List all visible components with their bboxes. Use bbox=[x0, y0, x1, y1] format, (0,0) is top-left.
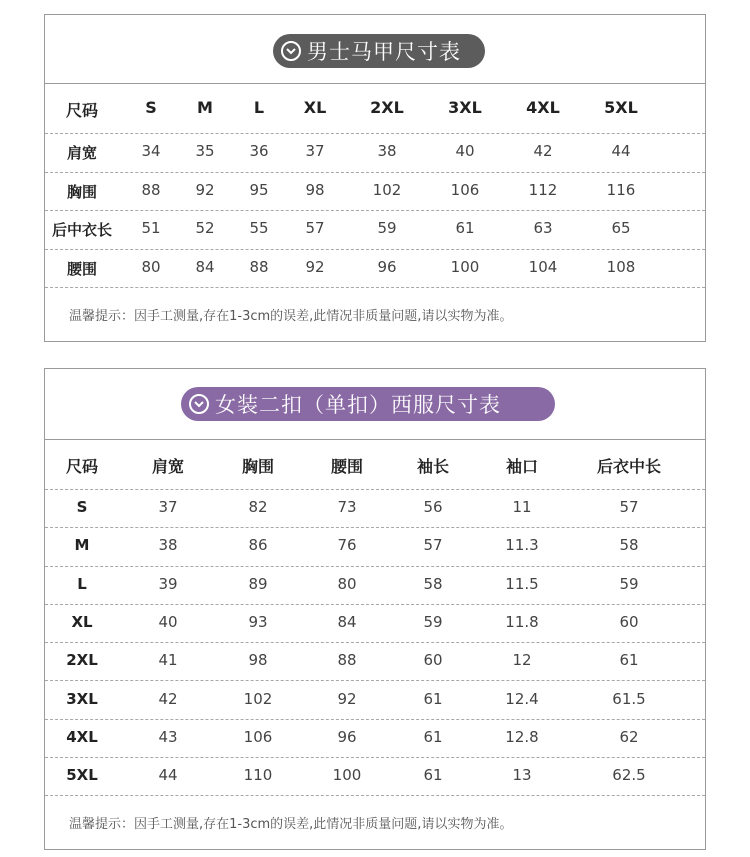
column-header: 3XL bbox=[448, 98, 482, 117]
table-cell: 63 bbox=[533, 219, 553, 238]
table-cell: 59 bbox=[423, 613, 443, 632]
column-header: 尺码 bbox=[65, 457, 99, 476]
column-header: XL bbox=[303, 98, 327, 117]
table-cell: 13 bbox=[512, 766, 532, 785]
table-cell: 61.5 bbox=[612, 689, 646, 708]
measurement-note: 温馨提示：因手工测量,存在1-3cm的误差,此情况非质量问题,请以实物为准。 bbox=[69, 817, 513, 833]
table-cell: 12 bbox=[512, 651, 532, 670]
table-cell: 51 bbox=[141, 219, 161, 238]
chevron-down-circle-icon bbox=[189, 394, 209, 414]
table-cell: 98 bbox=[248, 651, 268, 670]
table-cell: 40 bbox=[455, 142, 475, 161]
table-cell: 42 bbox=[158, 689, 178, 708]
column-header: 腰围 bbox=[330, 457, 364, 476]
table-row bbox=[45, 566, 705, 605]
column-header: 胸围 bbox=[241, 457, 275, 476]
table-cell: 82 bbox=[248, 498, 268, 517]
table-cell: 61 bbox=[423, 766, 443, 785]
row-label: L bbox=[77, 574, 87, 593]
table-cell: 38 bbox=[158, 536, 178, 555]
table-row bbox=[45, 210, 705, 250]
table-row bbox=[45, 249, 705, 289]
table-row bbox=[45, 172, 705, 212]
table-row bbox=[45, 133, 705, 173]
table-cell: 88 bbox=[249, 257, 269, 276]
table-cell: 41 bbox=[158, 651, 178, 670]
table-cell: 12.8 bbox=[505, 727, 539, 746]
table-cell: 106 bbox=[243, 727, 273, 746]
table-cell: 100 bbox=[332, 766, 362, 785]
chevron-down-circle-icon bbox=[281, 41, 301, 61]
column-header: 袖长 bbox=[416, 457, 450, 476]
table-header-row bbox=[45, 439, 705, 490]
row-label: 腰围 bbox=[66, 259, 98, 278]
table-cell: 93 bbox=[248, 613, 268, 632]
table-cell: 40 bbox=[158, 613, 178, 632]
table-cell: 89 bbox=[248, 574, 268, 593]
mens-vest-size-card bbox=[44, 14, 706, 342]
row-label: 4XL bbox=[66, 727, 98, 746]
row-label: 胸围 bbox=[66, 182, 98, 201]
column-header: L bbox=[253, 98, 265, 117]
table-cell: 37 bbox=[305, 142, 325, 161]
row-label: S bbox=[76, 498, 88, 517]
table-cell: 37 bbox=[158, 498, 178, 517]
table-cell: 59 bbox=[619, 574, 639, 593]
table-cell: 73 bbox=[337, 498, 357, 517]
table-cell: 116 bbox=[606, 180, 636, 199]
table-cell: 102 bbox=[372, 180, 402, 199]
row-label: M bbox=[74, 536, 90, 555]
table-row bbox=[45, 489, 705, 528]
column-header: 肩宽 bbox=[151, 457, 185, 476]
table-cell: 61 bbox=[423, 727, 443, 746]
table-cell: 62.5 bbox=[612, 766, 646, 785]
table-cell: 104 bbox=[528, 257, 558, 276]
table-title: 女装二扣（单扣）西服尺寸表 bbox=[215, 393, 501, 417]
table-row bbox=[45, 527, 705, 566]
table-cell: 44 bbox=[611, 142, 631, 161]
table-cell: 61 bbox=[455, 219, 475, 238]
table-cell: 88 bbox=[141, 180, 161, 199]
table-cell: 57 bbox=[423, 536, 443, 555]
row-label: 3XL bbox=[66, 689, 98, 708]
table-cell: 80 bbox=[141, 257, 161, 276]
table-cell: 55 bbox=[249, 219, 269, 238]
table-cell: 43 bbox=[158, 727, 178, 746]
title-pill bbox=[181, 387, 555, 421]
title-band bbox=[45, 15, 705, 84]
table-cell: 92 bbox=[337, 689, 357, 708]
womens-suit-size-card bbox=[44, 368, 706, 850]
row-label: 肩宽 bbox=[66, 144, 98, 163]
column-header: S bbox=[145, 98, 157, 117]
table-cell: 57 bbox=[619, 498, 639, 517]
table-row bbox=[45, 642, 705, 681]
column-header: 后衣中长 bbox=[596, 457, 662, 476]
title-pill bbox=[273, 34, 485, 68]
table-cell: 92 bbox=[195, 180, 215, 199]
row-label: XL bbox=[71, 613, 93, 632]
table-cell: 44 bbox=[158, 766, 178, 785]
table-cell: 34 bbox=[141, 142, 161, 161]
table-cell: 57 bbox=[305, 219, 325, 238]
table-cell: 84 bbox=[337, 613, 357, 632]
table-cell: 96 bbox=[337, 727, 357, 746]
table-cell: 60 bbox=[619, 613, 639, 632]
row-label: 5XL bbox=[66, 766, 98, 785]
table-cell: 65 bbox=[611, 219, 631, 238]
table-cell: 80 bbox=[337, 574, 357, 593]
table-cell: 60 bbox=[423, 651, 443, 670]
table-cell: 38 bbox=[377, 142, 397, 161]
table-row bbox=[45, 719, 705, 758]
table-cell: 92 bbox=[305, 257, 325, 276]
table-cell: 95 bbox=[249, 180, 269, 199]
table-cell: 11.8 bbox=[505, 613, 539, 632]
table-row bbox=[45, 757, 705, 796]
table-cell: 84 bbox=[195, 257, 215, 276]
table-cell: 56 bbox=[423, 498, 443, 517]
table-cell: 62 bbox=[619, 727, 639, 746]
table-cell: 58 bbox=[423, 574, 443, 593]
table-row bbox=[45, 604, 705, 643]
table-cell: 88 bbox=[337, 651, 357, 670]
title-band bbox=[45, 369, 705, 440]
row-label: 后中衣长 bbox=[51, 221, 113, 240]
table-title: 男士马甲尺寸表 bbox=[307, 40, 461, 64]
column-header: 4XL bbox=[526, 98, 560, 117]
table-cell: 58 bbox=[619, 536, 639, 555]
column-header: M bbox=[197, 98, 213, 117]
table-cell: 36 bbox=[249, 142, 269, 161]
table-cell: 39 bbox=[158, 574, 178, 593]
table-header-row bbox=[45, 83, 705, 134]
table-cell: 11.3 bbox=[505, 536, 539, 555]
table-cell: 96 bbox=[377, 257, 397, 276]
table-cell: 102 bbox=[243, 689, 273, 708]
table-cell: 59 bbox=[377, 219, 397, 238]
table-cell: 52 bbox=[195, 219, 215, 238]
table-cell: 11 bbox=[512, 498, 532, 517]
column-header: 尺码 bbox=[65, 101, 99, 120]
table-row bbox=[45, 681, 705, 720]
table-cell: 42 bbox=[533, 142, 553, 161]
table-cell: 86 bbox=[248, 536, 268, 555]
column-header: 2XL bbox=[370, 98, 404, 117]
table-cell: 108 bbox=[606, 257, 636, 276]
row-label: 2XL bbox=[66, 651, 98, 670]
table-cell: 61 bbox=[423, 689, 443, 708]
table-cell: 112 bbox=[528, 180, 558, 199]
table-cell: 98 bbox=[305, 180, 325, 199]
table-cell: 110 bbox=[243, 766, 273, 785]
table-cell: 106 bbox=[450, 180, 480, 199]
table-cell: 12.4 bbox=[505, 689, 539, 708]
column-header: 5XL bbox=[604, 98, 638, 117]
table-cell: 76 bbox=[337, 536, 357, 555]
table-cell: 35 bbox=[195, 142, 215, 161]
measurement-note: 温馨提示：因手工测量,存在1-3cm的误差,此情况非质量问题,请以实物为准。 bbox=[69, 309, 513, 324]
table-cell: 61 bbox=[619, 651, 639, 670]
table-cell: 11.5 bbox=[505, 574, 539, 593]
column-header: 袖口 bbox=[505, 457, 539, 476]
table-cell: 100 bbox=[450, 257, 480, 276]
